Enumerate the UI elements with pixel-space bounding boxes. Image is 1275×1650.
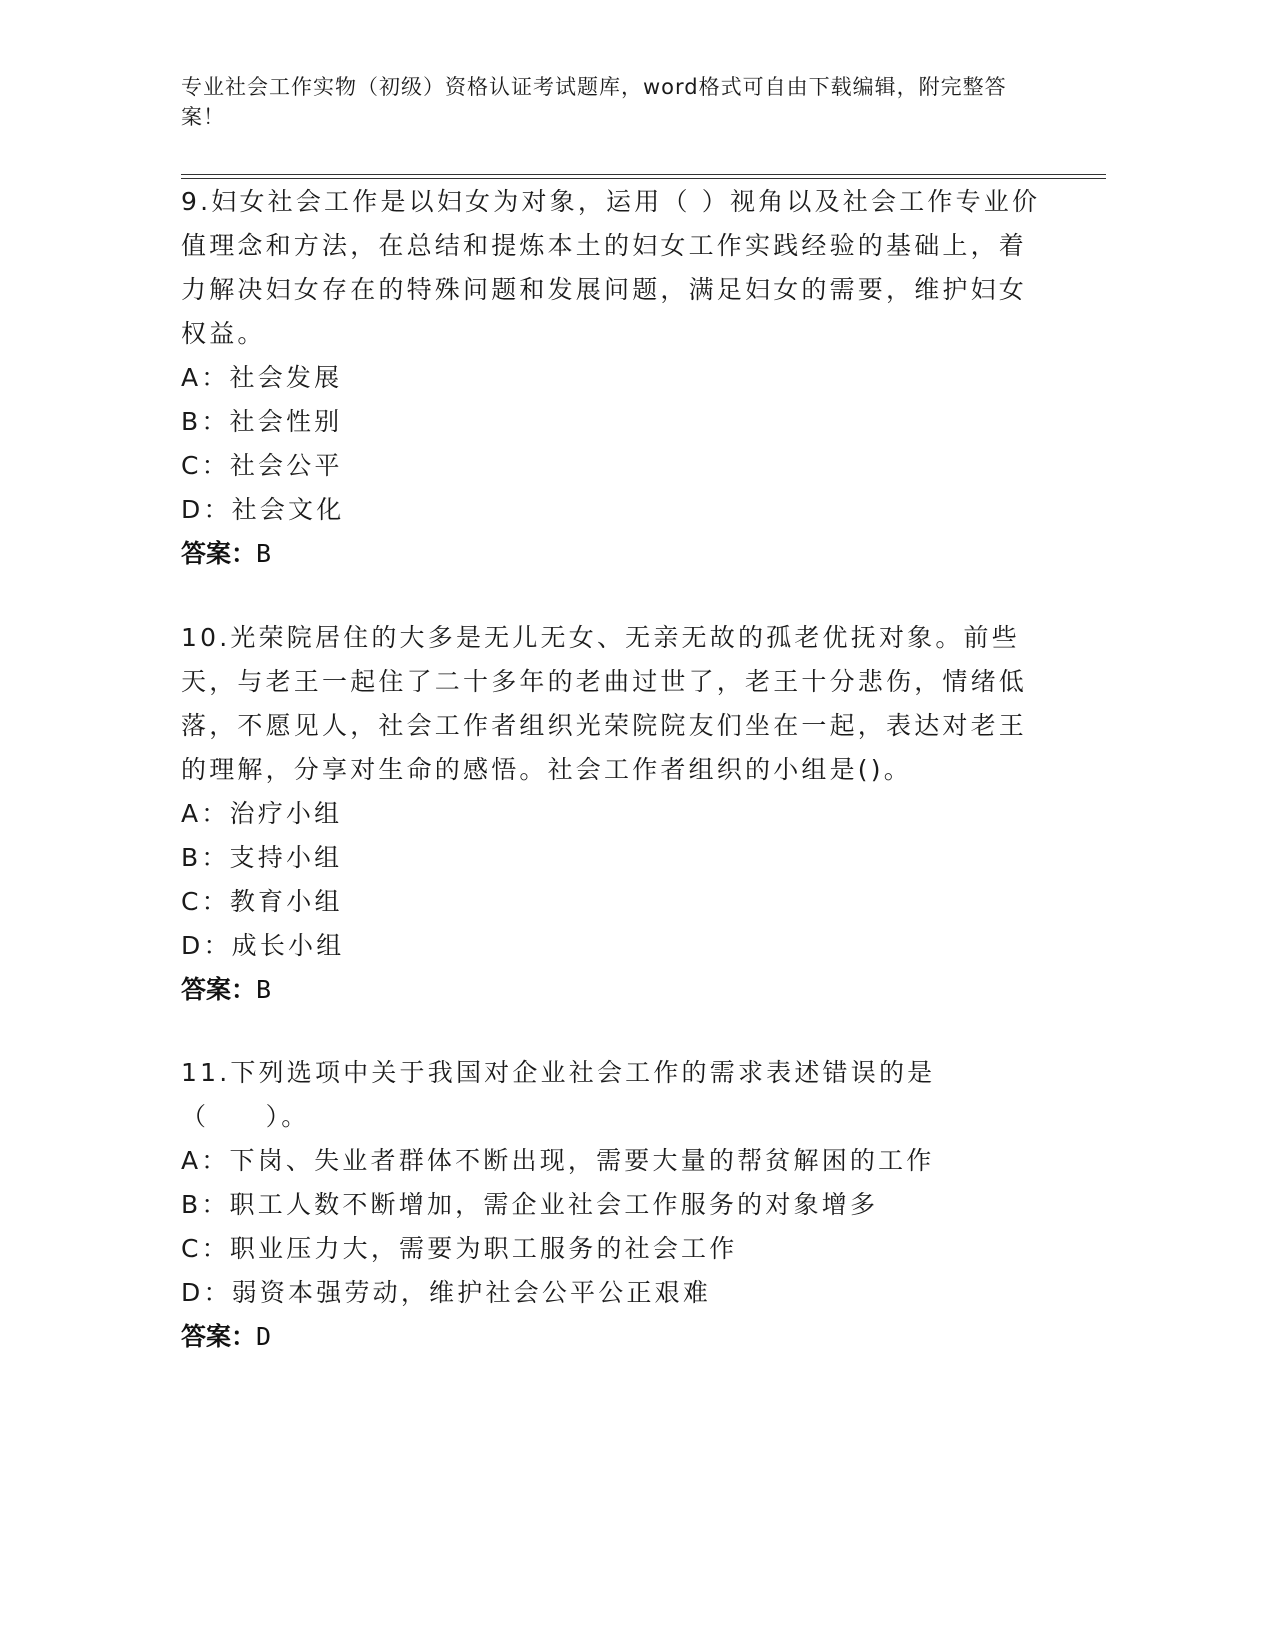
option-b: B：职工人数不断增加，需企业社会工作服务的对象增多 [181, 1190, 879, 1219]
question-9 [181, 180, 1041, 576]
question-11 [181, 1051, 1041, 1359]
answer-label: 答案： [181, 975, 257, 1004]
option-d: D：成长小组 [181, 931, 345, 960]
answer-line [181, 532, 1041, 576]
answer-value: D [256, 1322, 272, 1351]
header-divider [181, 174, 1106, 175]
option-c: C：职业压力大，需要为职工服务的社会工作 [181, 1234, 738, 1263]
question-stem: 10.光荣院居住的大多是无儿无女、无亲无故的孤老优抚对象。前些天，与老王一起住了二十多年的老曲过世了，老王十分悲伤，情绪低落，不愿见人，社会工作者组织光荣院院友们坐在一起，表达对老王的理解，分享对生命的感悟。社会工作者组织的小组是()。 [181, 623, 1028, 784]
answer-value: B [256, 539, 272, 568]
header-divider-secondary [181, 178, 1106, 179]
page-header: 专业社会工作实物（初级）资格认证考试题库，word格式可自由下载编辑，附完整答案！ [181, 75, 1007, 129]
option-d: D：弱资本强劳动，维护社会公平公正艰难 [181, 1278, 712, 1307]
question-10 [181, 616, 1041, 1012]
option-c: C：社会公平 [181, 451, 343, 480]
question-stem: 9.妇女社会工作是以妇女为对象，运用（ ）视角以及社会工作专业价值理念和方法，在总结和提炼本土的妇女工作实践经验的基础上，着力解决妇女存在的特殊问题和发展问题，满足妇女的需要，维护妇女权益。 [181, 187, 1041, 348]
option-a: A：治疗小组 [181, 799, 343, 828]
option-b: B：支持小组 [181, 843, 343, 872]
option-a: A：社会发展 [181, 363, 343, 392]
option-d: D：社会文化 [181, 495, 345, 524]
answer-label: 答案： [181, 539, 257, 568]
option-a: A：下岗、失业者群体不断出现，需要大量的帮贫解困的工作 [181, 1146, 935, 1175]
answer-label: 答案： [181, 1322, 257, 1351]
question-stem: 11.下列选项中关于我国对企业社会工作的需求表述错误的是（ ）。 [181, 1058, 936, 1131]
option-c: C：教育小组 [181, 887, 343, 916]
answer-value: B [256, 975, 272, 1004]
answer-line [181, 968, 1041, 1012]
answer-line [181, 1315, 1041, 1359]
option-b: B：社会性别 [181, 407, 343, 436]
